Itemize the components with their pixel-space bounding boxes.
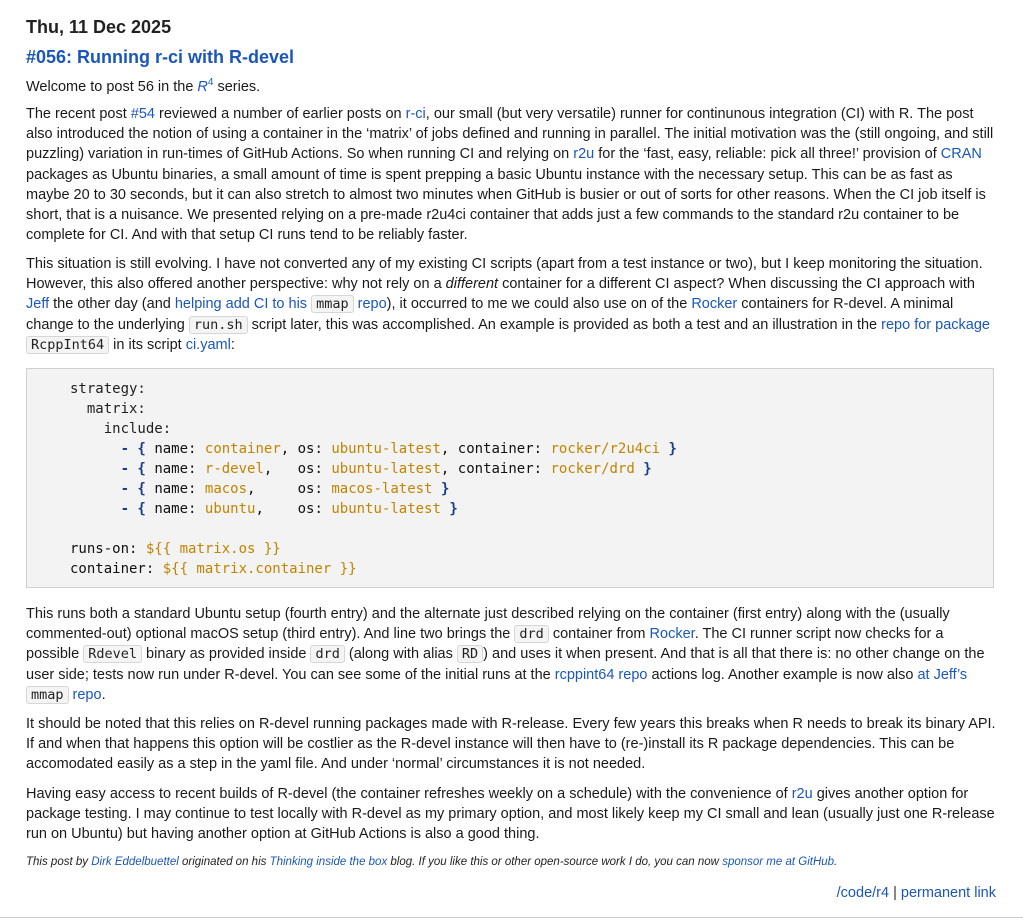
intro-suffix: series. xyxy=(213,78,261,95)
permanent-link[interactable]: permanent link xyxy=(900,885,996,901)
rocker-link[interactable]: Rocker xyxy=(691,296,738,313)
footer-note: This post by Dirk Eddelbuettel originated on his Thinking inside the box blog. If you like this or other open-source work I do, you can now sponsor me at GitHub. xyxy=(26,856,838,868)
blog-link[interactable]: Thinking inside the box xyxy=(269,856,388,868)
post-54-link[interactable]: #54 xyxy=(130,106,155,122)
jeff-link[interactable]: Jeff xyxy=(26,296,50,313)
paragraph-1: The recent post #54 reviewed a number of earlier posts on r-ci, our small (but very versatile) runner for continunous integration (CI) with R. The post also introduced the notion of using a container in the ‘matrix’ of jobs defined and running in parallel. The initial motivation was the (still ongoing, and still puzzling) variation in run-times of GitHub Actions. So when running CI and relying on r2u for the ‘fast, easy, reliable: pick all three!’ provision of CRAN packages as Ubuntu binaries, a small amount of time is spent prepping a basic Ubuntu instance with the necessary setup. This can be as fast as maybe 20 to 30 seconds, but it can also stretch to almost two minutes when GitHub is busier or out of sorts for other reasons. When the CI job itself is short, that is a nuisance. We presented relying on a pre-made r2u4ci container that adds just a few commands to the standard r2u container to be complete for CI. And with that setup CI runs tend to be reliably faster. xyxy=(26,106,994,244)
intro-paragraph xyxy=(26,73,996,97)
author-link[interactable]: Dirk Eddelbuettel xyxy=(91,856,179,868)
rdevel-code: Rdevel xyxy=(83,645,142,663)
r2u-link-2[interactable]: r2u xyxy=(791,786,813,802)
post-title-link[interactable]: #056: Running r-ci with R-devel xyxy=(26,47,295,67)
yaml-code-block xyxy=(26,368,994,588)
link-separator: | xyxy=(889,885,901,901)
post-title xyxy=(26,47,294,68)
category-link[interactable]: /code/r4 xyxy=(836,885,890,901)
mmap-ci-link[interactable]: helping add CI to his mmap repo xyxy=(174,296,387,313)
run-sh-code: run.sh xyxy=(189,316,248,334)
paragraph-3: This runs both a standard Ubuntu setup (fourth entry) and the alternate just described relying on the container (first entry) along with the (usually commented-out) optional macOS setup (third entry). And line two brings the drd container from Rocker. The CI runner script now checks for a possible Rdevel binary as provided inside drd (along with alias RD ) and uses it when present. And that is all that there is: no other change on the user side; tests now run under R-devel. You can see some of the initial runs at the rcppint64 repo actions log. Another example is now also at Jeff’s mmap repo. xyxy=(26,606,985,703)
bottom-divider xyxy=(0,917,1023,918)
paragraph-5: Having easy access to recent builds of R-devel (the container refreshes weekly on a schedule) with the convenience of r2u gives another option for package testing. I may continue to test locally with R-devel as my primary option, and most likely keep my CI small and lean (usually just one R-release run on Ubuntu) but having another option at GitHub Actions is also a good thing. xyxy=(26,786,995,843)
jeff-mmap-repo-link[interactable]: at Jeff’s mmap repo xyxy=(26,667,967,704)
r2u-link[interactable]: r2u xyxy=(573,146,595,163)
drd-code: drd xyxy=(514,625,548,643)
rocker-link-2[interactable]: Rocker xyxy=(649,626,695,643)
post-date: Thu, 11 Dec 2025 xyxy=(26,17,172,37)
intro-text: Welcome to post 56 in the xyxy=(26,78,198,95)
post-links xyxy=(837,885,996,901)
r-ci-link[interactable]: r-ci xyxy=(405,106,426,122)
rcppint64-actions-link[interactable]: rcppint64 repo xyxy=(554,666,648,683)
sponsor-link[interactable]: sponsor me at GitHub xyxy=(722,856,835,868)
ci-yaml-link[interactable]: ci.yaml xyxy=(185,336,231,353)
rd-code: RD xyxy=(457,645,483,663)
paragraph-4: It should be noted that this relies on R-devel running packages made with R-release. Every few years this breaks when R needs to break its binary API. If and when that happens this option will be costlier as the R-devel instance will then have to (re-)install its R package dependencies. This can be accomodated easily as a step in the yaml file. And under ‘normal’ circumstances it is not needed. xyxy=(26,716,996,773)
r4-series-link[interactable]: R$^4$ xyxy=(197,77,214,95)
paragraph-2: This situation is still evolving. I have not converted any of my existing CI scripts (apart from a test instance or two), but I keep monitoring the situation. However, this also offered another perspective: why not rely on a different container for a different CI aspect? When discussing the CI approach with Jeff the other day (and helping add CI to his mmap repo), it occurred to me we could also use on of the Rocker containers for R-devel. A minimal change to the underlying run.sh script later, this was accomplished. An example is provided as both a test and an illustration in the repo for package RcppInt64 in its script ci.yaml: xyxy=(26,256,990,353)
drd-code-2: drd xyxy=(310,645,344,663)
yaml-code: strategy: matrix: include: - { name: container, os: ubuntu-latest, container: rocker/r2u4ci } - { name: r-devel, os: ubuntu-latest, container: rocker/drd } - { name: macos, os: macos-latest } - { name: ubuntu, os: ubuntu-latest } runs-on: ${{ matrix.os }} container: ${{ matrix.container }} xyxy=(70,381,677,577)
cran-link[interactable]: CRAN xyxy=(940,146,982,163)
rcppint64-repo-link[interactable]: repo for package RcppInt64 xyxy=(26,317,990,354)
